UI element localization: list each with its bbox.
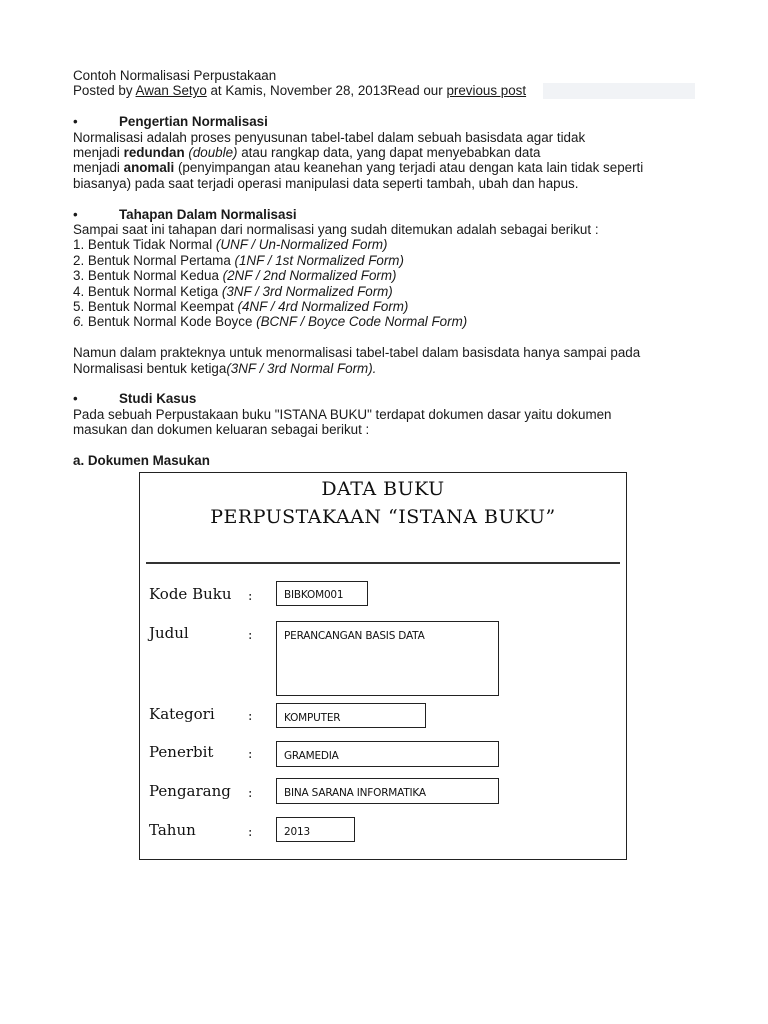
paragraph-line: Pada sebuah Perpustakaan buku "ISTANA BUKU" terdapat dokumen dasar yaitu dokumen: [73, 406, 612, 422]
tahun-label: Tahun: [149, 821, 196, 839]
list-italic: (BCNF / Boyce Code Normal Form): [256, 314, 468, 330]
list-item: [73, 237, 713, 252]
field-colon: :: [248, 825, 253, 840]
judul-field: PERANCANGAN BASIS DATA: [276, 621, 499, 696]
field-colon: :: [248, 747, 253, 762]
paragraph-line: biasanya) pada saat terjadi operasi manipulasi data seperti tambah, ubah dan hapus.: [73, 175, 579, 191]
italic-term: (double): [184, 145, 238, 161]
section-heading-pengertian: [73, 114, 713, 129]
list-italic: (2NF / 2nd Normalized Form): [222, 268, 397, 284]
field-colon: :: [248, 709, 253, 724]
bold-term: redundan: [123, 145, 185, 161]
data-buku-form-image: [139, 472, 627, 860]
list-number: 4.: [73, 283, 85, 299]
paragraph-line: masukan dan dokumen keluaran sebagai berikut :: [73, 422, 370, 438]
list-item: [73, 284, 713, 299]
pengarang-label: Pengarang: [149, 782, 231, 800]
bullet-icon: •: [73, 206, 78, 222]
penerbit-label: Penerbit: [149, 743, 214, 761]
list-number: 5.: [73, 299, 85, 315]
list-text: Bentuk Normal Ketiga: [84, 283, 222, 299]
document-body: [73, 68, 713, 468]
field-colon: :: [248, 589, 253, 604]
list-text: Bentuk Normal Keempat: [84, 299, 238, 315]
list-text: Bentuk Normal Pertama: [84, 252, 235, 268]
field-colon: :: [248, 628, 253, 643]
field-colon: :: [248, 786, 253, 801]
text-run: Normalisasi bentuk ketiga: [73, 360, 227, 376]
kode-buku-label: Kode Buku: [149, 585, 232, 603]
list-italic: (4NF / 4rd Normalized Form): [237, 299, 409, 315]
form-divider: [146, 562, 620, 564]
list-text: Bentuk Normal Kode Boyce: [84, 314, 257, 330]
bold-term: anomali: [123, 160, 175, 176]
judul-label: Judul: [149, 624, 189, 642]
tahun-field: 2013: [276, 817, 355, 842]
list-item: [73, 299, 713, 314]
kategori-label: Kategori: [149, 705, 215, 723]
list-text: Bentuk Normal Kedua: [84, 268, 223, 284]
post-date: at Kamis, November 28, 2013Read our: [206, 83, 447, 99]
kode-buku-field: BIBKOM001: [276, 581, 368, 606]
list-italic: (3NF / 3rd Normalized Form): [221, 283, 393, 299]
bullet-icon: •: [73, 391, 78, 407]
paragraph-line: [73, 145, 713, 160]
section-heading-tahapan: [73, 207, 713, 222]
list-number: 2.: [73, 252, 85, 268]
section-heading-studi-kasus: [73, 391, 713, 406]
paragraph-line: Sampai saat ini tahapan dari normalisasi yang sudah ditemukan adalah sebagai berikut :: [73, 222, 599, 238]
post-title: Contoh Normalisasi Perpustakaan: [73, 68, 277, 83]
section-heading-text: Tahapan Dalam Normalisasi: [119, 206, 297, 222]
bullet-icon: •: [73, 114, 78, 130]
pengarang-field: BINA SARANA INFORMATIKA: [276, 778, 499, 804]
list-item: [73, 253, 713, 268]
section-heading-text: Studi Kasus: [119, 391, 197, 407]
penerbit-field: GRAMEDIA: [276, 741, 499, 767]
list-text: Bentuk Tidak Normal: [84, 237, 216, 253]
text-run: (penyimpangan atau keanehan yang terjadi atau dengan kata lain tidak seperti: [174, 160, 644, 176]
paragraph-line: [73, 160, 713, 175]
previous-post-link[interactable]: previous post: [446, 83, 527, 99]
italic-term: (3NF / 3rd Normal Form).: [226, 360, 377, 376]
author-link[interactable]: Awan Setyo: [135, 83, 207, 99]
text-run: menjadi: [73, 160, 124, 176]
paragraph-line: Normalisasi adalah proses penyusunan tabel-tabel dalam sebuah basisdata agar tidak: [73, 129, 586, 145]
form-title: DATA BUKU: [321, 478, 445, 500]
list-item: [73, 268, 713, 283]
text-run: atau rangkap data, yang dapat menyebabkan data: [237, 145, 541, 161]
list-number: 3.: [73, 268, 85, 284]
text-run: menjadi: [73, 145, 124, 161]
list-number: 6.: [73, 314, 85, 330]
form-subtitle: PERPUSTAKAAN “ISTANA BUKU”: [210, 506, 556, 528]
list-italic: (UNF / Un-Normalized Form): [215, 237, 388, 253]
list-italic: (1NF / 1st Normalized Form): [234, 252, 404, 268]
list-number: 1.: [73, 237, 85, 253]
kategori-field: KOMPUTER: [276, 703, 426, 728]
section-heading-text: Pengertian Normalisasi: [119, 114, 268, 130]
list-item: [73, 314, 713, 329]
post-meta: [73, 83, 695, 98]
paragraph-line: Namun dalam prakteknya untuk menormalisasi tabel-tabel dalam basisdata hanya sampai pada: [73, 345, 641, 361]
posted-by-label: Posted by: [73, 83, 136, 99]
paragraph-line: [73, 361, 713, 376]
subheading-dokumen-masukan: a. Dokumen Masukan: [73, 453, 210, 469]
